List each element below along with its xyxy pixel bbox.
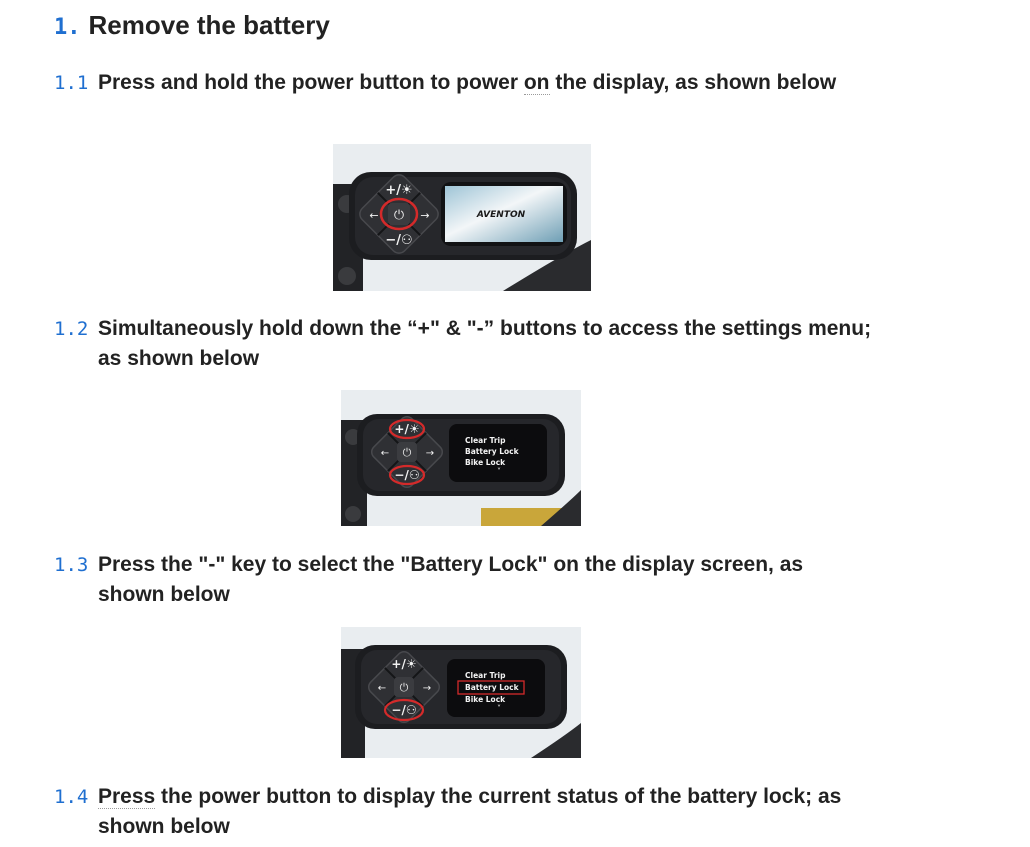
- step-text-part: Press and hold the power button to power: [98, 71, 524, 94]
- minus-walk-icon: −/⚇: [391, 703, 417, 717]
- step-text-part: the display, as shown below: [549, 71, 837, 94]
- plus-light-icon: +/☀: [391, 657, 417, 671]
- step-number: 1.4: [54, 786, 89, 808]
- section-title: Remove the battery: [88, 10, 330, 40]
- minus-walk-icon: −/⚇: [394, 468, 420, 482]
- controller-photo-3: [341, 627, 581, 758]
- image-power-button: [333, 144, 591, 291]
- menu-item-clear-trip: Clear Trip: [465, 671, 506, 680]
- step-text-part: the power button to display the current status of the battery lock; as shown below: [98, 785, 842, 838]
- menu-item-clear-trip: Clear Trip: [465, 436, 506, 445]
- controller-photo-1: [333, 144, 591, 291]
- menu-item-battery-lock: Battery Lock: [465, 447, 519, 456]
- screen-logo-text: AVENTON: [476, 210, 526, 220]
- plus-light-icon: +/☀: [394, 422, 420, 436]
- step-text: Simultaneously hold down the “+" & "-” buttons to access the settings menu; as shown below: [98, 317, 872, 370]
- step-1-4: [54, 782, 874, 842]
- glossary-link[interactable]: on: [523, 71, 550, 94]
- power-icon: ⏻: [393, 208, 405, 223]
- step-number: 1.3: [54, 554, 89, 576]
- glossary-link[interactable]: Press: [98, 785, 156, 808]
- right-arrow-icon: →: [425, 448, 435, 459]
- plus-light-icon: +/☀: [385, 183, 413, 198]
- left-arrow-icon: ←: [369, 209, 379, 222]
- step-text: [98, 68, 874, 98]
- minus-walk-icon: −/⚇: [385, 233, 413, 248]
- power-icon: ⏻: [402, 446, 412, 459]
- section-number: 1.: [54, 15, 81, 40]
- chevron-down-icon: ˅: [497, 704, 501, 713]
- chevron-down-icon: ˅: [497, 467, 501, 476]
- step-1-1: [54, 68, 874, 98]
- left-arrow-icon: ←: [377, 683, 387, 694]
- step-1-2: [54, 314, 874, 374]
- step-text: [98, 782, 874, 842]
- menu-item-bike-lock: Bike Lock: [465, 695, 506, 704]
- step-number: 1.2: [54, 318, 89, 340]
- left-arrow-icon: ←: [380, 448, 390, 459]
- right-arrow-icon: →: [420, 209, 430, 222]
- image-plus-minus-buttons: [341, 390, 581, 526]
- section-heading: [54, 10, 330, 41]
- image-select-battery-lock: [341, 627, 581, 758]
- step-1-3: [54, 550, 874, 610]
- menu-item-battery-lock: Battery Lock: [465, 683, 519, 692]
- step-number: 1.1: [54, 72, 89, 94]
- power-icon: ⏻: [399, 681, 409, 694]
- step-text: Press the "-" key to select the "Battery Lock" on the display screen, as shown below: [98, 553, 804, 606]
- menu-item-bike-lock: Bike Lock: [465, 458, 506, 467]
- controller-photo-2: [341, 390, 581, 526]
- right-arrow-icon: →: [422, 683, 432, 694]
